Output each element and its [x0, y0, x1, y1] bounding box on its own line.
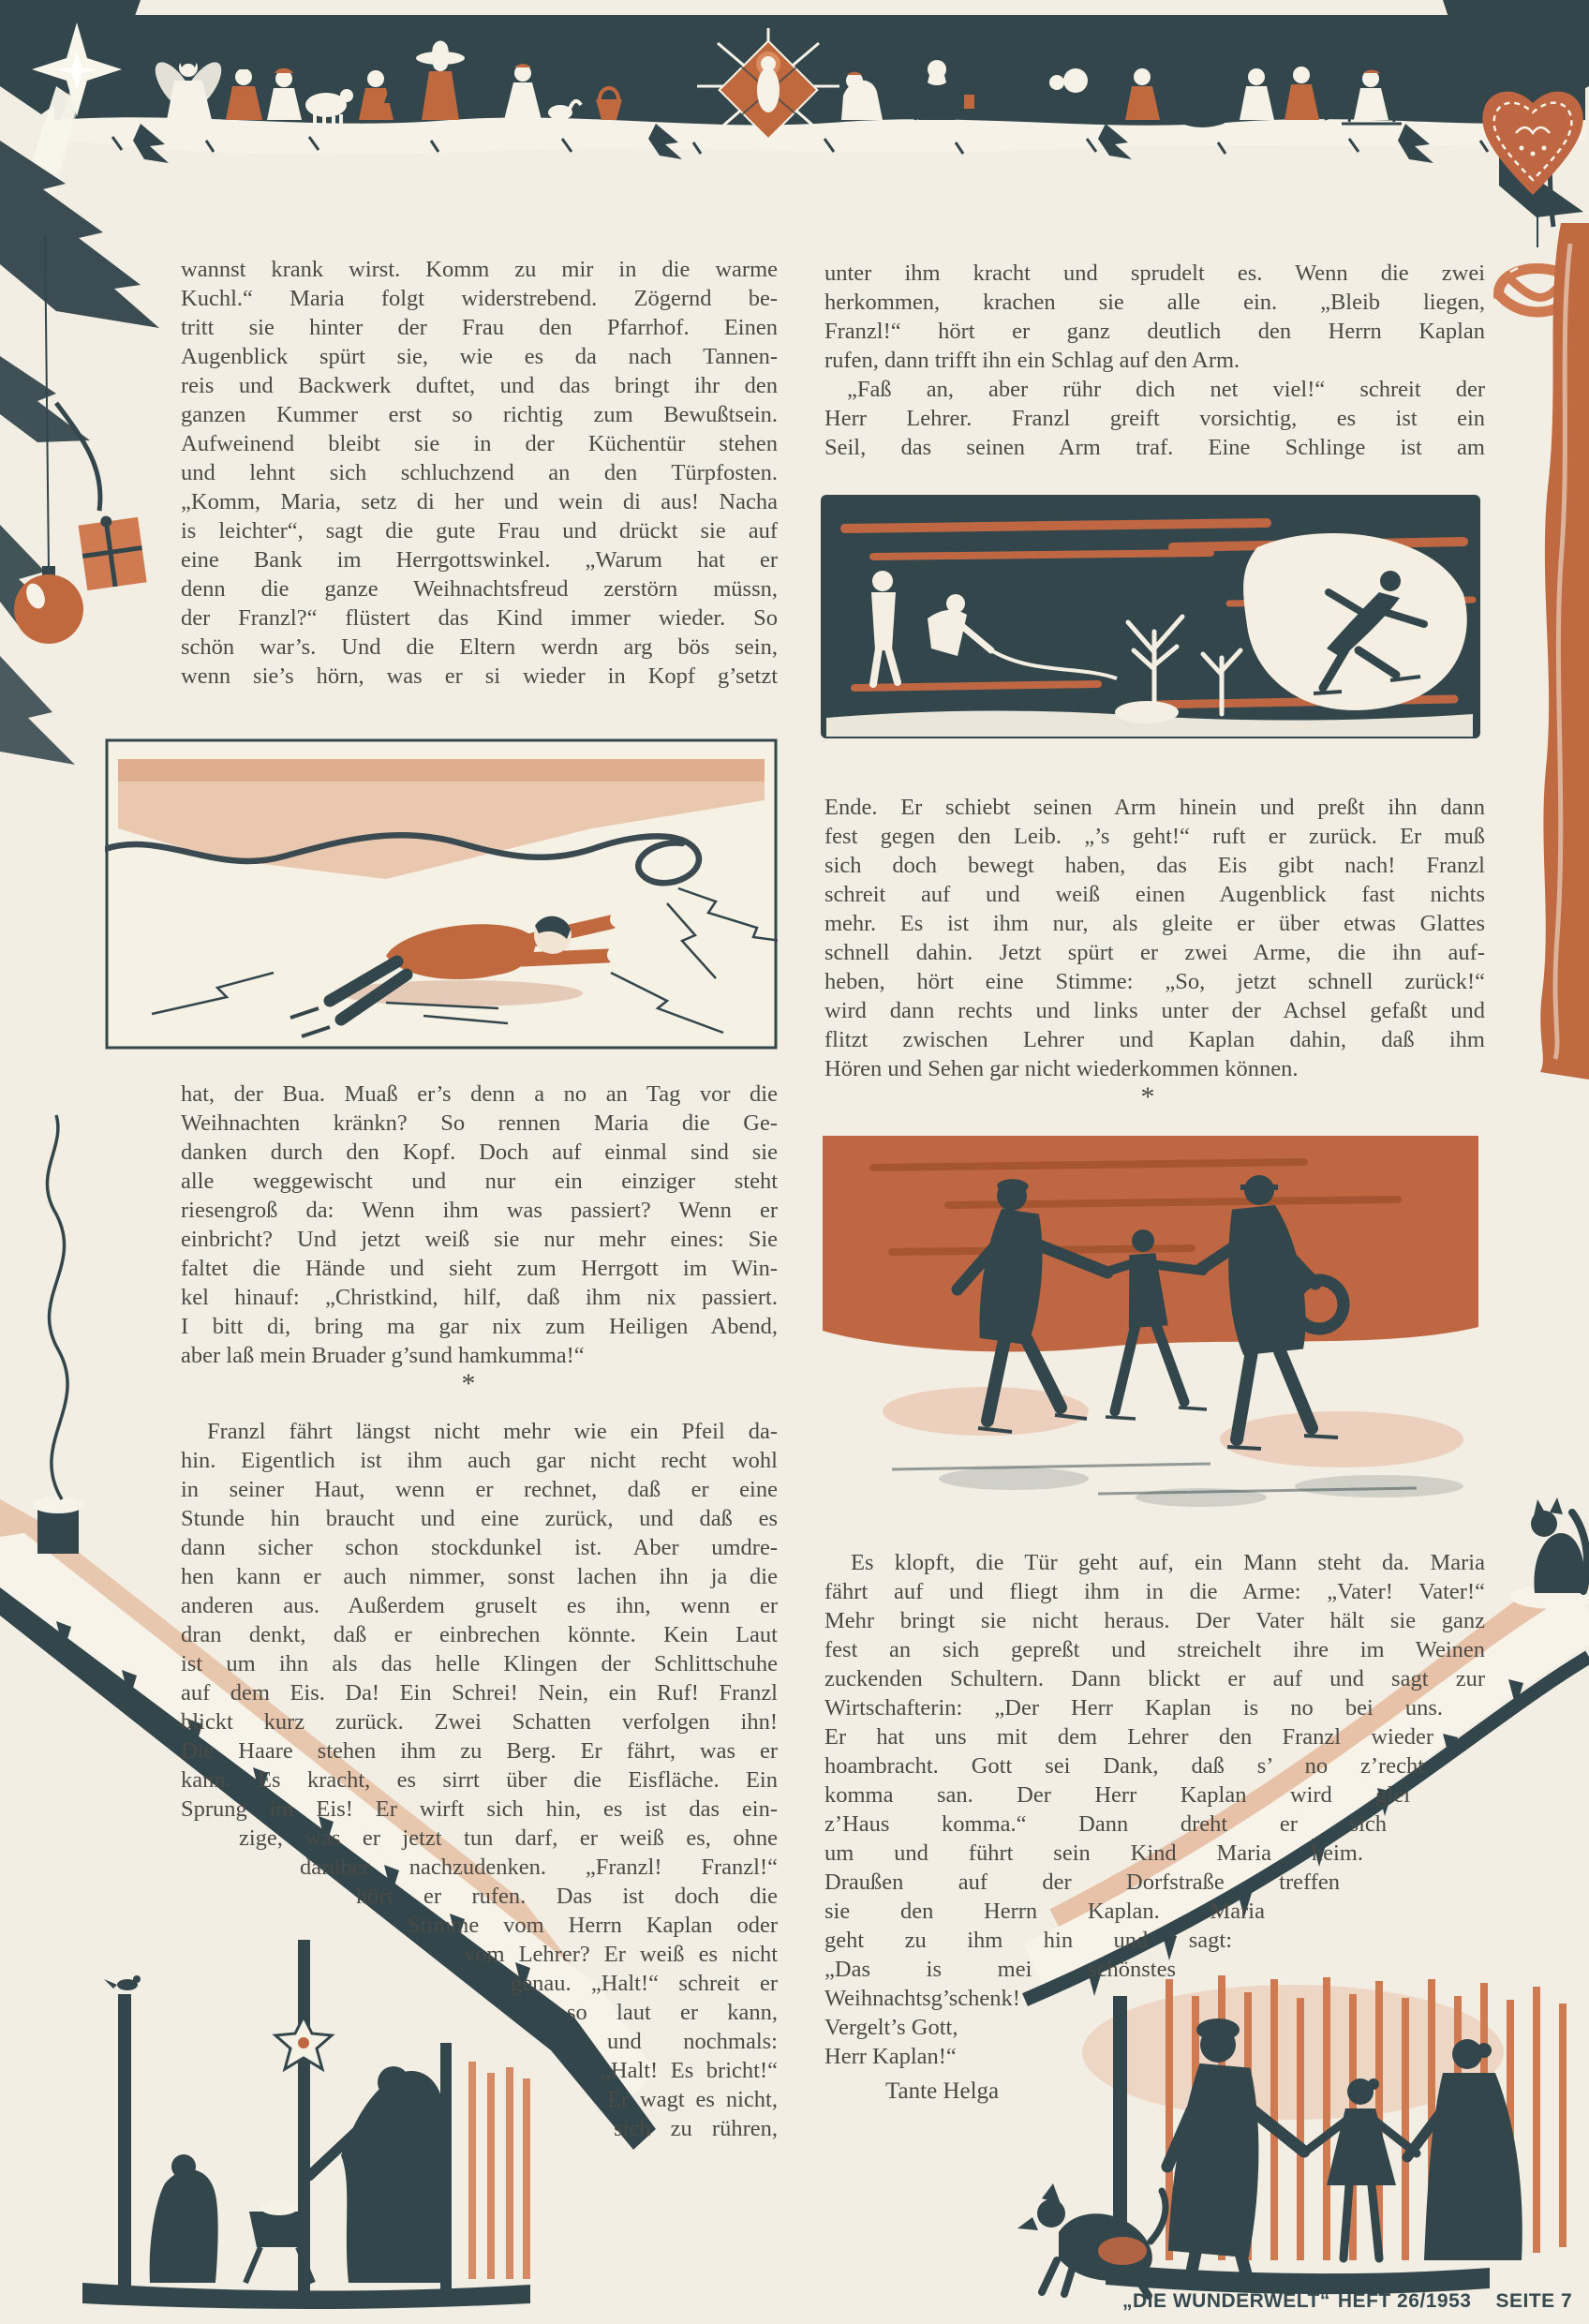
chimney-smoke-icon: [47, 1115, 67, 1499]
rope-on-ice-drawing: [105, 738, 778, 1050]
section-separator-asterisk: *: [1140, 1081, 1155, 1112]
text-line: reis und Backwerk duftet, und das bringt ihr den: [181, 373, 778, 398]
text-line: schreit auf und weiß einen Augenblick fast nichts: [824, 882, 1485, 907]
story-text-right-block2: [824, 793, 1485, 1083]
text-line: hört er rufen. Das ist doch die: [356, 1884, 778, 1909]
text-line: wenn sie’s hörn, was er si wieder in Kopf g’setzt: [181, 663, 778, 689]
text-line: hoambracht. Gott sei Dank, daß s’ no z’recht: [824, 1753, 1424, 1779]
text-line: zige, was er jetzt tun darf, er weiß es, ohne: [239, 1825, 778, 1851]
text-line: in seiner Haut, wenn er rechnet, daß er eine: [181, 1477, 778, 1502]
text-line: Augenblick spürt sie, wie es da nach Tannen-: [181, 344, 778, 369]
text-line: „Das is mei schönstes: [824, 1957, 1176, 1982]
text-line: blickt kurz zurück. Zwei Schatten verfolgen ihn!: [181, 1709, 778, 1735]
text-line: so laut er kann,: [567, 2000, 778, 2025]
text-line: darüber nachzudenken. „Franzl! Franzl!“: [300, 1855, 778, 1880]
text-line: genau. „Halt!“ schreit er: [511, 1971, 778, 1996]
text-line: Stimme vom Herrn Kaplan oder: [408, 1913, 778, 1938]
text-line: aber laß mein Bruader g’sund hamkumma!“: [181, 1343, 585, 1368]
text-line: auf dem Eis. Da! Ein Schrei! Nein, ein Ruf! Franzl: [181, 1680, 778, 1706]
text-line: Herr Kaplan!“: [824, 2044, 957, 2069]
text-line: hat, der Bua. Muaß er’s denn a no an Tag vor die: [181, 1081, 778, 1107]
text-line: hin. Eigentlich ist ihm auch gar nicht recht wohl: [181, 1448, 778, 1473]
text-line: Kuchl.“ Maria folgt widerstrebend. Zögernd be-: [181, 286, 778, 311]
story-text-left-taper: [181, 1824, 778, 2143]
story-text-left-block2: [181, 1080, 778, 1370]
text-line: kel hinauf: „Christkind, hilf, daß ihm nix passiert.: [181, 1285, 778, 1310]
text-line: z’Haus komma.“ Dann dreht er sich: [824, 1811, 1387, 1837]
dark-ice-drawing: [817, 491, 1484, 742]
text-line: faltet die Hände und sieht zum Herrgott im Win-: [181, 1256, 778, 1281]
text-line: Es klopft, die Tür geht auf, ein Mann steht da. Maria: [851, 1550, 1485, 1575]
text-line: Weihnachtsg’schenk!: [824, 1986, 1020, 2011]
text-line: Aufweinend bleibt sie in der Küchentür stehen: [181, 431, 778, 456]
text-line: fest an sich gepreßt und streichelt ihre im Weinen: [824, 1637, 1485, 1662]
sitting-cat-icon: [1510, 1497, 1589, 1609]
text-line: dann sicher schon stockdunkel ist. Aber umdre-: [181, 1535, 778, 1560]
text-line: um und führt sein Kind Maria heim.: [824, 1840, 1363, 1866]
text-line: fährt auf und fliegt ihm in die Arme: „Vater! Vater!“: [824, 1579, 1485, 1604]
text-line: komma san. Der Herr Kaplan wird glei: [824, 1782, 1410, 1808]
text-line: Franzl!“ hört er ganz deutlich den Herrn Kaplan: [824, 319, 1485, 344]
text-line: Franzl fährt längst nicht mehr wie ein Pfeil da-: [207, 1419, 778, 1444]
story-text-left-block1: [181, 255, 778, 691]
text-line: Vergelt’s Gott,: [824, 2015, 958, 2040]
story-text-right-taper: [824, 1693, 1485, 2071]
text-line: schnell dahin. Jetzt spürt er zwei Arme, die ihn auf-: [824, 940, 1485, 965]
story-text-right-block1a: [824, 259, 1485, 375]
text-line: Stunde hin braucht und eine zurück, und daß es: [181, 1506, 778, 1531]
footer-issue: HEFT 26/1953: [1337, 2290, 1472, 2312]
illustration-three-skaters: [817, 1130, 1484, 1516]
text-line: der Franzl?“ flüstert das Kind immer wieder. So: [181, 605, 778, 631]
text-line: Ende. Er schiebt seinen Arm hinein und preßt ihn dann: [824, 795, 1485, 820]
right-margin-decor: [1482, 41, 1589, 1080]
story-text-right-block1b: [824, 375, 1485, 462]
text-line: ganzen Kummer erst so richtig zum Bewußtsein.: [181, 402, 778, 427]
text-line: mehr. Es ist ihm nur, als gleite er über etwas Glattes: [824, 911, 1485, 936]
illustration-dark-ice-rescuers: [817, 491, 1484, 742]
story-text-left-block3: [181, 1417, 778, 1824]
text-line: herkommen, krachen sie alle ein. „Bleib liegen,: [824, 290, 1485, 315]
text-line: heben, hört eine Stimme: „So, jetzt schnell zurück!“: [824, 969, 1485, 994]
christmas-frieze: [0, 0, 1589, 279]
text-line: wannst krank wirst. Komm zu mir in die warme: [181, 257, 778, 282]
bird-silhouette-icon: [104, 1975, 141, 1990]
story-text-right-block3: [824, 1548, 1485, 1693]
text-line: flitzt zwischen Lehrer und Kaplan dahin, daß ihm: [824, 1027, 1485, 1052]
text-line: Weihnachten kränkn? So rennen Maria die Ge-: [181, 1110, 778, 1136]
text-line: unter ihm kracht und sprudelt es. Wenn die zwei: [824, 261, 1485, 286]
text-line: sich doch bewegt haben, das Eis gibt nach! Franzl: [824, 853, 1485, 878]
text-line: hen kann er auch nimmer, sonst lachen ihn ja die: [181, 1564, 778, 1589]
text-line: Sprung im Eis! Er wirft sich hin, es ist das ein-: [181, 1796, 778, 1822]
wrapped-gift-ornament-icon: [78, 512, 147, 590]
footer-page-number: SEITE 7: [1495, 2290, 1573, 2312]
text-line: Er hat uns mit dem Lehrer den Franzl wieder: [824, 1724, 1433, 1750]
text-line: Herr Lehrer. Franzl greift vorsichtig, es ist ein: [824, 406, 1485, 431]
text-line: und nochmals:: [607, 2029, 778, 2054]
text-line: sie den Herrn Kaplan. Maria: [824, 1899, 1265, 1924]
text-line: Mehr bringt sie nicht heraus. Der Vater hält sie ganz: [824, 1608, 1485, 1633]
text-line: „Halt! Es bricht!“: [601, 2058, 778, 2083]
text-line: und lehnt sich schluchzend an den Türpfosten.: [181, 460, 778, 485]
text-line: rufen, dann trifft ihn ein Schlag auf den Arm.: [824, 348, 1240, 373]
page-footer: [1122, 2290, 1572, 2313]
text-line: Wirtschafterin: „Der Herr Kaplan is no bei uns.: [824, 1695, 1443, 1721]
text-line: vom Lehrer? Er weiß es nicht: [464, 1942, 778, 1967]
text-line: Er wagt es nicht,: [607, 2087, 778, 2112]
text-line: riesengroß da: Wenn ihm was passiert? Wenn er: [181, 1198, 778, 1223]
section-separator-asterisk: *: [461, 1368, 476, 1399]
text-line: Draußen auf der Dorfstraße treffen: [824, 1870, 1340, 1895]
three-skaters-drawing: [817, 1130, 1484, 1516]
text-line: denn die ganze Weihnachtsfreud zerstörn müssn,: [181, 576, 778, 602]
text-line: danken durch den Kopf. Doch auf einmal sind sie: [181, 1140, 778, 1165]
text-line: dran denkt, daß er einbrechen könnte. Kein Laut: [181, 1622, 778, 1647]
text-line: fest gegen den Leib. „’s geht!“ ruft er zurück. Er muß: [824, 824, 1485, 849]
text-line: geht zu ihm hin und sagt:: [824, 1928, 1232, 1953]
author-signature: Tante Helga: [885, 2078, 1000, 2104]
text-line: „Komm, Maria, setz di her und wein di aus! Nacha: [181, 489, 778, 514]
text-line: I bitt di, bring ma gar nix zum Heiligen Abend,: [181, 1314, 778, 1339]
illustration-rope-on-ice: [105, 738, 778, 1050]
text-line: tritt sie hinter der Frau den Pfarrhof. Einen: [181, 315, 778, 340]
text-line: eine Bank im Herrgottswinkel. „Warum hat er: [181, 547, 778, 573]
text-line: kann. Es kracht, es sirrt über die Eisfläche. Ein: [181, 1767, 778, 1793]
text-line: schön war’s. Und die Eltern werdn arg bös sein,: [181, 634, 778, 660]
text-line: Die Haare stehen ihm zu Berg. Er fährt, was er: [181, 1738, 778, 1764]
text-line: is leichter“, sagt die gute Frau und drückt sie auf: [181, 518, 778, 544]
text-line: Hören und Sehen gar nicht wiederkommen können.: [824, 1056, 1299, 1081]
left-margin-branches: [0, 141, 159, 765]
text-line: anderen aus. Außerdem gruselt es ihn, wenn er: [181, 1593, 778, 1618]
text-line: sich zu rühren,: [614, 2116, 778, 2141]
text-line: Seil, das seinen Arm traf. Eine Schlinge ist am: [824, 435, 1485, 460]
text-line: alle weggewischt und nur ein einziger steht: [181, 1169, 778, 1194]
footer-magazine-title: „DIE WUNDERWELT“: [1122, 2290, 1330, 2312]
text-line: zuckenden Schultern. Dann blickt er auf und sagt zur: [824, 1666, 1485, 1691]
text-line: „Faß an, aber rühr dich net viel!“ schreit der: [847, 377, 1485, 402]
text-line: einbricht? Und jetzt weiß sie nur mehr eines: Sie: [181, 1227, 778, 1252]
text-line: wird dann rechts und links unter der Achsel gefaßt und: [824, 998, 1485, 1023]
text-line: ist um ihn als das helle Klingen der Schlittschuhe: [181, 1651, 778, 1676]
